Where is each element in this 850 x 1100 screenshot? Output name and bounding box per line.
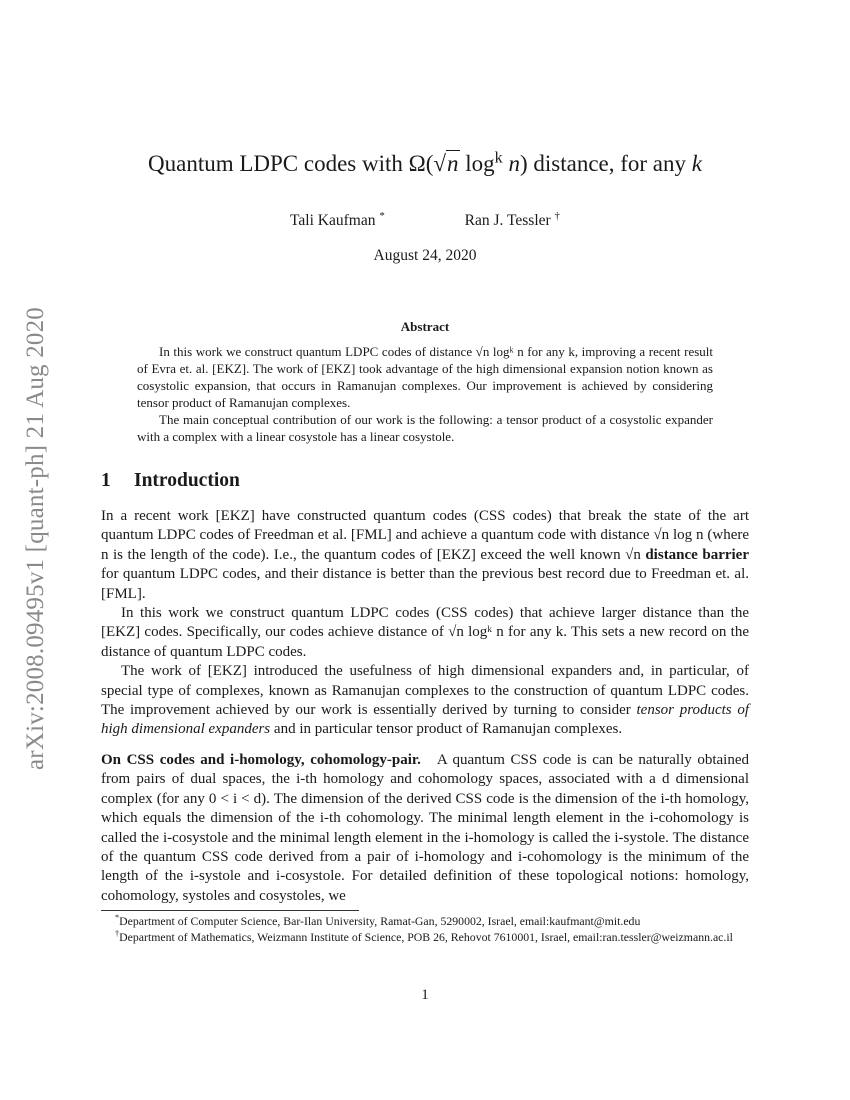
footnote-rule <box>101 910 359 911</box>
section-heading <box>101 470 240 492</box>
title-exponent: k <box>494 149 503 167</box>
bold-phrase: distance barrier <box>645 546 749 563</box>
title-var: n <box>502 151 520 176</box>
abstract-paragraph: In this work we construct quantum LDPC codes of distance √n logᵏ n for any k, improving a recent result of Evra et. al. [EKZ]. The work of [EKZ] took advantage of the high dimensional expansion notion known as cosystolic expansion, that occurs in Ramanujan complexes. Our improvement is achieved by considering tensor product of Ramanujan complexes. <box>137 344 713 410</box>
section-number: 1 <box>101 470 111 491</box>
page-number: 1 <box>421 987 429 1003</box>
title-suffix: ) distance, for any <box>519 151 692 176</box>
title-log: log <box>459 151 495 176</box>
paper-title <box>0 150 850 178</box>
intro-body <box>101 507 749 906</box>
emphasis-phrase: tensor products of high dimensional expanders <box>101 702 749 738</box>
abstract-heading: Abstract <box>400 319 450 334</box>
author: Tali Kaufman * <box>290 209 385 229</box>
sqrt-symbol: √n <box>433 151 459 176</box>
title-prefix: Quantum LDPC codes with Ω( <box>148 151 434 176</box>
paper-date: August 24, 2020 <box>373 247 477 264</box>
intro-paragraph: The work of [EKZ] introduced the usefulness of high dimensional expanders and, in particular, of special type of complexes, known as Ramanujan complexes to the construction of quantum LDPC codes. The improvement achieved by our work is essentially derived by turning to consider tensor products of high dimensional expanders and in particular tensor product of Ramanujan complexes. <box>101 663 749 738</box>
footnote: *Department of Computer Science, Bar-Ilan University, Ramat-Gan, 5290002, Israel, email:kaufmant@mit.edu <box>115 913 641 928</box>
author: Ran J. Tessler † <box>464 209 560 229</box>
title-k: k <box>691 151 702 176</box>
intro-paragraph: In this work we construct quantum LDPC codes (CSS codes) that achieve larger distance than the [EKZ] codes. Specifically, our codes achieve distance of √n logᵏ n for any k. This sets a new record on the distance of quantum LDPC codes. <box>101 605 749 660</box>
footnote: †Department of Mathematics, Weizmann Institute of Science, POB 26, Rehovot 7610001, Israel, email:ran.tessler@weizmann.ac.il <box>115 928 733 944</box>
footnotes <box>101 914 749 945</box>
intro-paragraph: In a recent work [EKZ] have constructed quantum codes (CSS codes) that break the state of the art quantum LDPC codes of Freedman et al. [FML] and achieve a quantum code with distance √n log n (where n is the length of the code). I.e., the quantum codes of [EKZ] exceed the well known √n distance barrier for quantum LDPC codes, and their distance is better than the previous best record due to Freedman et. al. [FML]. <box>101 508 749 602</box>
author-list <box>0 209 850 230</box>
run-in-heading: On CSS codes and i-homology, cohomology-pair. <box>101 751 421 768</box>
arxiv-stamp: arXiv:2008.09495v1 [quant-ph] 21 Aug 2020 <box>22 306 49 770</box>
title-sqrt-arg: n <box>447 151 459 176</box>
abstract-paragraph: The main conceptual contribution of our work is the following: a tensor product of a cosystolic expander with a complex with a linear cosystole has a linear cosystole. <box>137 412 713 444</box>
section-title: Introduction <box>134 470 240 491</box>
abstract-body <box>137 343 713 445</box>
intro-paragraph: On CSS codes and i-homology, cohomology-pair. A quantum CSS code is can be naturally obtained from pairs of dual spaces, the i-th homology and cohomology spaces, associated with a d dimensional complex (for any 0 < i < d). The dimension of the derived CSS code is the dimension of the i-th homology, which equals the dimension of the i-th cohomology. The minimal length element in the i-cohomology is called the i-cosystole and the minimal length element in the i-homology is called the i-systole. The distance of the quantum CSS code derived from a pair of i-homology and i-cohomology is the minimum of the length of the i-systole and i-cosystole. For detailed definition of these topological notions: homology, cohomology, systoles and cosystoles, we <box>101 751 749 904</box>
